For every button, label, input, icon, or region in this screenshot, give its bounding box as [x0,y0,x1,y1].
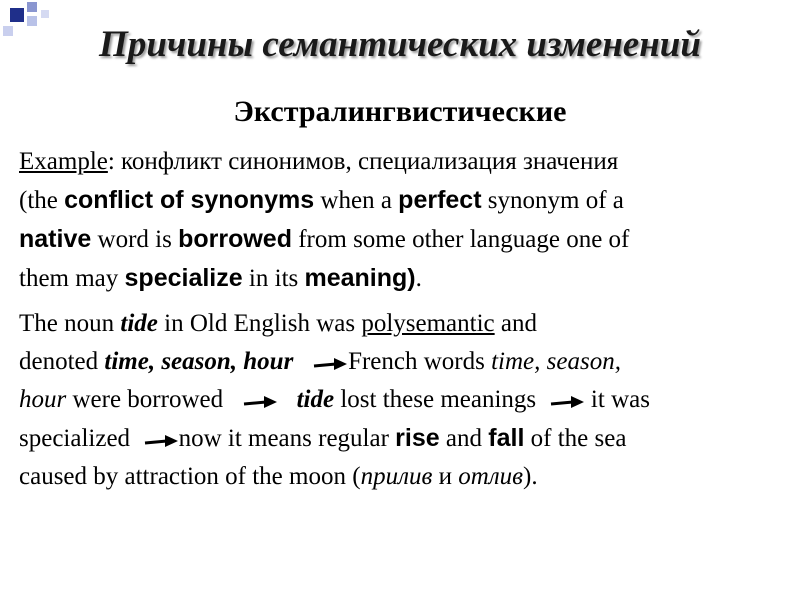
bold-term: native [19,225,92,253]
text-span: them may [19,265,125,292]
text-span: in Old English was [157,310,362,337]
term-tide: tide [296,386,335,413]
text-span: and [494,310,538,337]
slide-title: Причины семантических изменений [99,24,701,65]
text-span: from some other language one of [291,226,630,253]
bold-term: borrowed [178,225,292,253]
bold-term: rise [395,424,440,452]
text-span: it was [584,386,650,413]
text-span: of the sea [524,425,627,452]
text-span: caused by attraction of the moon ( [19,463,361,490]
text-span: lost these meanings [334,386,543,413]
text-span: when a [314,187,399,214]
italic-term: time, season, [491,348,621,375]
paragraph-example [19,143,789,298]
text-span: The noun [19,310,121,337]
text-span: ). [523,463,538,490]
text-span: were borrowed [66,386,230,413]
text-span: now it means regular [178,425,396,452]
term-meanings: time, season, hour [104,348,294,375]
text-span: French words [348,348,492,375]
term-tide: tide [120,310,158,337]
bold-term: fall [488,424,525,452]
square-decor [10,8,24,22]
text-span: : конфликт синонимов, специализация значения [107,148,619,175]
text-span: . [415,265,422,292]
text-span: и [432,463,459,490]
text-span: word is [91,226,179,253]
text-span: (the [19,187,65,214]
arrow-right-icon [143,432,179,450]
text-span: in its [242,265,305,292]
bold-term: perfect [398,186,482,214]
term-polysemantic: polysemantic [361,310,495,337]
text-span: denoted [19,348,105,375]
example-label: Example [19,148,108,175]
italic-term: hour [19,386,67,413]
slide-body [19,143,789,496]
paragraph-tide [19,305,789,496]
square-decor [27,2,37,12]
italic-term: прилив [360,463,433,490]
bold-term: specialize [124,264,243,292]
bold-term: meaning) [304,264,416,292]
arrow-right-icon [312,355,348,373]
text-span: synonym of a [481,187,624,214]
slide-subtitle: Экстралингвистические [233,95,567,128]
text-span: and [439,425,489,452]
text-span: specialized [19,425,137,452]
arrow-right-icon [549,393,585,411]
arrow-right-icon [242,393,278,411]
bold-term: conflict of synonyms [64,186,315,214]
italic-term: отлив [458,463,524,490]
square-decor [41,10,49,18]
